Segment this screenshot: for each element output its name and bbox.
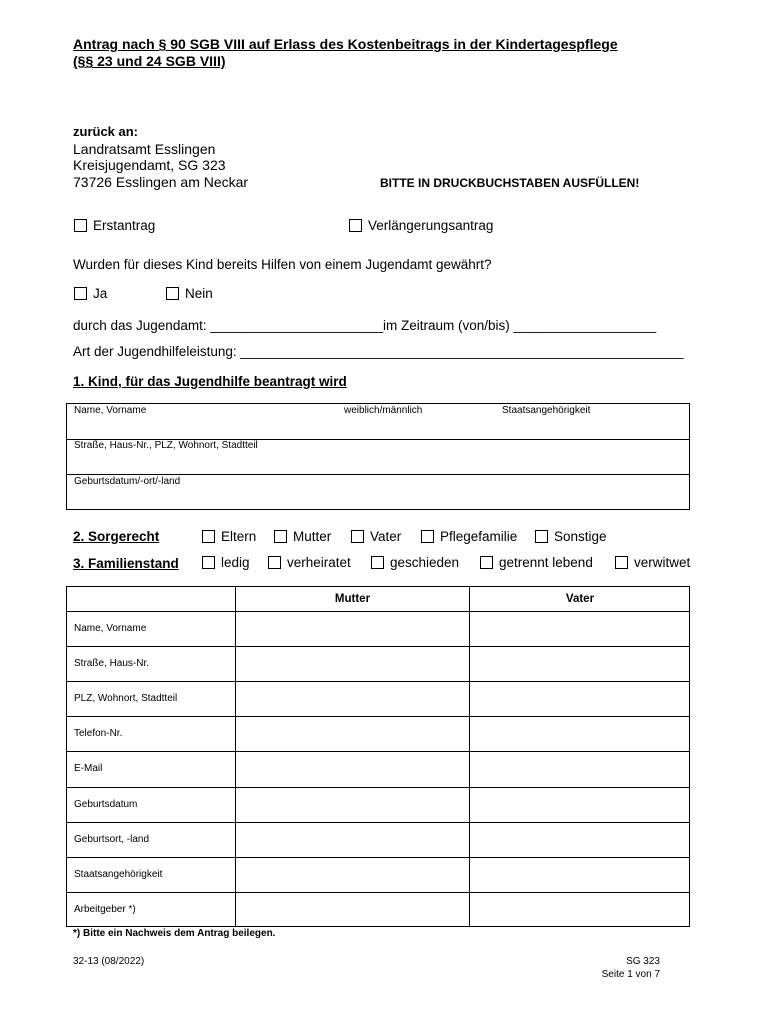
- nein-label: Nein: [185, 286, 213, 301]
- familienstand-geschieden-label: geschieden: [390, 555, 460, 570]
- familienstand-geschieden-checkbox[interactable]: [371, 556, 384, 569]
- parents-row-label: Name, Vorname: [74, 623, 147, 634]
- parents-row-label: Geburtsort, -land: [74, 834, 150, 845]
- father-input-cell[interactable]: [470, 717, 689, 750]
- return-label: zurück an:: [73, 124, 139, 139]
- father-input-cell[interactable]: [470, 893, 689, 926]
- father-input-cell[interactable]: [470, 788, 689, 821]
- divider: [66, 474, 690, 475]
- father-input-cell[interactable]: [470, 858, 689, 891]
- footnote: *) Bitte ein Nachweis dem Antrag beilegen.: [73, 928, 276, 939]
- familienstand-getrennt-label: getrennt lebend: [499, 555, 593, 570]
- mother-input-cell[interactable]: [236, 612, 468, 645]
- familienstand-verheiratet-label: verheiratet: [287, 555, 351, 570]
- mother-input-cell[interactable]: [236, 752, 468, 785]
- parents-row-label: Telefon-Nr.: [74, 728, 123, 739]
- child-table: [66, 403, 690, 510]
- address-line1: Landratsamt Esslingen: [73, 141, 216, 157]
- erstantrag-checkbox[interactable]: [74, 219, 87, 232]
- dept-code: SG 323: [626, 956, 660, 967]
- familienstand-ledig-checkbox[interactable]: [202, 556, 215, 569]
- parents-row-label: Geburtsdatum: [74, 799, 138, 810]
- sorgerecht-pflegefamilie-label: Pflegefamilie: [440, 529, 518, 544]
- parents-row-label: Staatsangehörigkeit: [74, 869, 163, 880]
- familienstand-ledig-label: ledig: [221, 555, 250, 570]
- familienstand-getrennt-checkbox[interactable]: [480, 556, 493, 569]
- verlaengerung-checkbox[interactable]: [349, 219, 362, 232]
- sorgerecht-eltern-label: Eltern: [221, 529, 257, 544]
- mother-input-cell[interactable]: [236, 647, 468, 680]
- sorgerecht-vater-label: Vater: [370, 529, 402, 544]
- parents-row-label: Arbeitgeber *): [74, 904, 136, 915]
- parents-row-label: PLZ, Wohnort, Stadtteil: [74, 693, 178, 704]
- section1-title: 1. Kind, für das Jugendhilfe beantragt wird: [73, 374, 347, 389]
- father-input-cell[interactable]: [470, 752, 689, 785]
- mother-input-cell[interactable]: [236, 893, 468, 926]
- mother-input-cell[interactable]: [236, 858, 468, 891]
- jugendhilfe-art-field[interactable]: Art der Jugendhilfeleistung: ___________________________________________________________: [73, 344, 684, 359]
- col-mother-header: Mutter: [334, 593, 371, 605]
- familienstand-verheiratet-checkbox[interactable]: [268, 556, 281, 569]
- mother-input-cell[interactable]: [236, 823, 468, 856]
- form-number: 32-13 (08/2022): [73, 956, 145, 967]
- father-input-cell[interactable]: [470, 823, 689, 856]
- section3-title: 3. Familienstand: [73, 556, 179, 571]
- father-input-cell[interactable]: [470, 647, 689, 680]
- father-input-cell[interactable]: [470, 612, 689, 645]
- page-number: Seite 1 von 7: [601, 969, 660, 980]
- child-address-label: Straße, Haus-Nr., PLZ, Wohnort, Stadtteil: [74, 440, 258, 451]
- verlaengerung-label: Verlängerungsantrag: [368, 218, 494, 233]
- familienstand-verwitwet-checkbox[interactable]: [615, 556, 628, 569]
- mother-input-cell[interactable]: [236, 788, 468, 821]
- col-father-header: Vater: [565, 593, 595, 605]
- parents-row-label: E-Mail: [74, 763, 103, 774]
- parents-row-label: Straße, Haus-Nr.: [74, 658, 150, 669]
- jugendamt-field[interactable]: durch das Jugendamt: _______________________im Zeitraum (von/bis) ___________________: [73, 318, 657, 333]
- mother-input-cell[interactable]: [236, 682, 468, 715]
- sorgerecht-pflegefamilie-checkbox[interactable]: [421, 530, 434, 543]
- sorgerecht-sonstige-checkbox[interactable]: [535, 530, 548, 543]
- child-gender-label: weiblich/männlich: [344, 405, 423, 416]
- sorgerecht-mutter-label: Mutter: [293, 529, 332, 544]
- page-title-line2: (§§ 23 und 24 SGB VIII): [73, 53, 226, 69]
- child-name-label: Name, Vorname: [74, 405, 147, 416]
- page-title-line1: Antrag nach § 90 SGB VIII auf Erlass des Kostenbeitrags in der Kindertagespflege: [73, 36, 618, 52]
- familienstand-verwitwet-label: verwitwet: [634, 555, 691, 570]
- ja-checkbox[interactable]: [74, 287, 87, 300]
- address-line3: 73726 Esslingen am Neckar: [73, 174, 249, 190]
- mother-input-cell[interactable]: [236, 717, 468, 750]
- nein-checkbox[interactable]: [166, 287, 179, 300]
- print-notice: BITTE IN DRUCKBUCHSTABEN AUSFÜLLEN!: [380, 176, 640, 190]
- erstantrag-label: Erstantrag: [93, 218, 156, 233]
- sorgerecht-vater-checkbox[interactable]: [351, 530, 364, 543]
- sorgerecht-eltern-checkbox[interactable]: [202, 530, 215, 543]
- section2-title: 2. Sorgerecht: [73, 529, 160, 544]
- address-line2: Kreisjugendamt, SG 323: [73, 157, 226, 173]
- child-birth-label: Geburtsdatum/-ort/-land: [74, 476, 181, 487]
- ja-label: Ja: [93, 286, 108, 301]
- sorgerecht-sonstige-label: Sonstige: [554, 529, 607, 544]
- child-nationality-label: Staatsangehörigkeit: [502, 405, 591, 416]
- sorgerecht-mutter-checkbox[interactable]: [274, 530, 287, 543]
- father-input-cell[interactable]: [470, 682, 689, 715]
- prior-help-question: Wurden für dieses Kind bereits Hilfen von einem Jugendamt gewährt?: [73, 257, 492, 272]
